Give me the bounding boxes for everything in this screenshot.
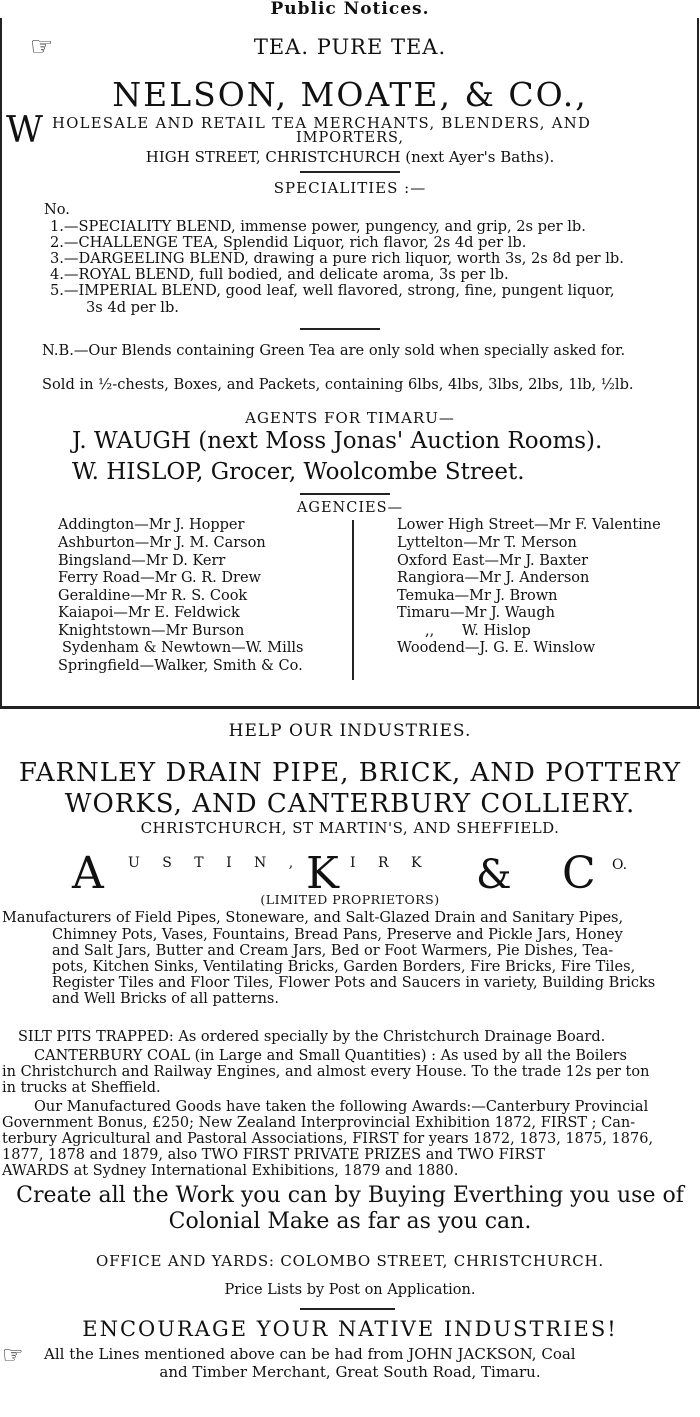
product-line: Chimney Pots, Vases, Fountains, Bread Pans, Preserve and Pickle Jars, Honey xyxy=(52,927,623,943)
drop-cap-w: W xyxy=(6,110,44,151)
tea-headline: TEA. PURE TEA. xyxy=(253,35,447,59)
divider xyxy=(300,328,380,330)
speciality-item: 3.—DARGEELING BLEND, drawing a pure rich liquor, worth 3s, 2s 8d per lb. xyxy=(50,250,624,267)
speciality-item: 4.—ROYAL BLEND, full bodied, and delicate aroma, 3s per lb. xyxy=(50,266,509,283)
agency-left: Geraldine—Mr R. S. Cook xyxy=(58,588,248,604)
product-line: and Well Bricks of all patterns. xyxy=(52,991,279,1007)
coal-line: CANTERBURY COAL (in Large and Small Quantities) : As used by all the Boilers xyxy=(34,1048,627,1064)
agency-right: Lower High Street—Mr F. Valentine xyxy=(397,517,661,533)
jackson-line-1: All the Lines mentioned above can be had from JOHN JACKSON, Coal xyxy=(44,1345,576,1363)
awards-line: AWARDS at Sydney International Exhibitions, 1879 and 1880. xyxy=(2,1163,459,1179)
agencies-heading: AGENCIES— xyxy=(296,500,404,516)
firm-ampersand: & xyxy=(476,852,512,898)
pointing-hand-icon: ☞ xyxy=(30,32,54,62)
company-name: NELSON, MOATE, & CO., xyxy=(112,75,588,114)
specialities-heading: SPECIALITIES :— xyxy=(273,179,427,197)
agency-left: Ashburton—Mr J. M. Carson xyxy=(58,535,266,551)
agency-right: Rangiora—Mr J. Anderson xyxy=(397,570,590,586)
firm-initial-k: K xyxy=(306,848,339,899)
agency-right: ,, W. Hislop xyxy=(425,623,531,639)
divider xyxy=(300,493,390,495)
speciality-item: 1.—SPECIALITY BLEND, immense power, pungency, and grip, 2s per lb. xyxy=(50,218,586,235)
price-lists-notice: Price Lists by Post on Application. xyxy=(224,1282,476,1298)
coal-line: in Christchurch and Railway Engines, and almost every House. To the trade 12s per ton xyxy=(2,1064,650,1080)
firm-initial-c: C xyxy=(562,848,596,899)
trade-line-2: IMPORTERS, xyxy=(295,130,405,146)
silt-pits-notice: SILT PITS TRAPPED: As ordered specially by the Christchurch Drainage Board. xyxy=(18,1029,606,1045)
awards-line: Government Bonus, £250; New Zealand Interprovincial Exhibition 1872, FIRST ; Can- xyxy=(2,1115,636,1131)
speciality-item: 2.—CHALLENGE TEA, Splendid Liquor, rich flavor, 2s 4d per lb. xyxy=(50,234,527,251)
firm-initial-a: A xyxy=(72,848,104,899)
section-header: Public Notices. xyxy=(270,0,430,19)
firm-name-co: O. xyxy=(612,857,628,873)
agents-heading: AGENTS FOR TIMARU— xyxy=(245,409,455,427)
product-line: Manufacturers of Field Pipes, Stoneware, and Salt-Glazed Drain and Sanitary Pipes, xyxy=(2,910,624,926)
agency-right: Timaru—Mr J. Waugh xyxy=(397,605,556,621)
jackson-line-2: and Timber Merchant, Great South Road, Timaru. xyxy=(159,1363,541,1381)
limited-proprietors: (LIMITED PROPRIETORS) xyxy=(260,892,440,907)
office-address: OFFICE AND YARDS: COLOMBO STREET, CHRISTCHURCH. xyxy=(95,1252,605,1270)
product-line: pots, Kitchen Sinks, Ventilating Bricks, Garden Borders, Fire Bricks, Fire Tiles, xyxy=(52,959,636,975)
left-border-rule xyxy=(0,18,2,708)
divider xyxy=(300,1308,395,1310)
agency-left: Knightstown—Mr Burson xyxy=(58,623,245,639)
agency-right: Woodend—J. G. E. Winslow xyxy=(397,640,596,656)
awards-line: Our Manufactured Goods have taken the following Awards:—Canterbury Provincial xyxy=(34,1099,649,1115)
trade-line-1: HOLESALE AND RETAIL TEA MERCHANTS, BLENDERS, AND xyxy=(52,115,592,132)
slogan-line-1: Create all the Work you can by Buying Everthing you use of xyxy=(16,1183,684,1208)
agency-left: Kaiapoi—Mr E. Feldwick xyxy=(58,605,240,621)
divider xyxy=(300,171,400,173)
awards-line: 1877, 1878 and 1879, also TWO FIRST PRIVATE PRIZES and TWO FIRST xyxy=(2,1147,545,1163)
section-divider xyxy=(0,706,700,709)
number-label: No. xyxy=(44,201,70,218)
encourage-headline: ENCOURAGE YOUR NATIVE INDUSTRIES! xyxy=(82,1317,618,1341)
works-title-1: FARNLEY DRAIN PIPE, BRICK, AND POTTERY xyxy=(18,758,682,788)
agency-left: Addington—Mr J. Hopper xyxy=(58,517,245,533)
agent-hislop: W. HISLOP, Grocer, Woolcombe Street. xyxy=(72,459,525,485)
coal-line: in trucks at Sheffield. xyxy=(2,1080,161,1096)
slogan-line-2: Colonial Make as far as you can. xyxy=(168,1209,532,1234)
agency-left: Sydenham & Newtown—W. Mills xyxy=(62,640,304,656)
packaging-notice: Sold in ½-chests, Boxes, and Packets, containing 6lbs, 4lbs, 3lbs, 2lbs, 1lb, ½lb. xyxy=(42,376,634,393)
speciality-item: 3s 4d per lb. xyxy=(86,299,179,316)
firm-name-kirk: I R K xyxy=(350,855,431,871)
agency-left: Bingsland—Mr D. Kerr xyxy=(58,553,226,569)
firm-name-austin: U S T I N , xyxy=(128,855,303,871)
product-line: and Salt Jars, Butter and Cream Jars, Bed or Foot Warmers, Pie Dishes, Tea- xyxy=(52,943,614,959)
agencies-column-rule xyxy=(352,520,354,680)
agent-waugh: J. WAUGH (next Moss Jonas' Auction Rooms). xyxy=(72,428,603,454)
company-address: HIGH STREET, CHRISTCHURCH (next Ayer's Baths). xyxy=(145,148,555,166)
right-border-rule xyxy=(697,18,699,708)
product-line: Register Tiles and Floor Tiles, Flower Pots and Saucers in variety, Building Bricks xyxy=(52,975,656,991)
nb-notice: N.B.—Our Blends containing Green Tea are only sold when specially asked for. xyxy=(42,342,626,359)
agency-right: Lyttelton—Mr T. Merson xyxy=(397,535,577,551)
works-locations: CHRISTCHURCH, ST MARTIN'S, AND SHEFFIELD. xyxy=(140,819,560,837)
agency-left: Springfield—Walker, Smith & Co. xyxy=(58,658,303,674)
speciality-item: 5.—IMPERIAL BLEND, good leaf, well flavored, strong, fine, pungent liquor, xyxy=(50,282,615,299)
works-title-2: WORKS, AND CANTERBURY COLLIERY. xyxy=(64,789,636,819)
agency-right: Oxford East—Mr J. Baxter xyxy=(397,553,589,569)
awards-line: terbury Agricultural and Pastoral Associations, FIRST for years 1872, 1873, 1875, 1876, xyxy=(2,1131,654,1147)
agency-right: Temuka—Mr J. Brown xyxy=(397,588,558,604)
pointing-hand-icon: ☞ xyxy=(2,1341,24,1369)
help-industries: HELP OUR INDUSTRIES. xyxy=(228,721,472,741)
agency-left: Ferry Road—Mr G. R. Drew xyxy=(58,570,261,586)
